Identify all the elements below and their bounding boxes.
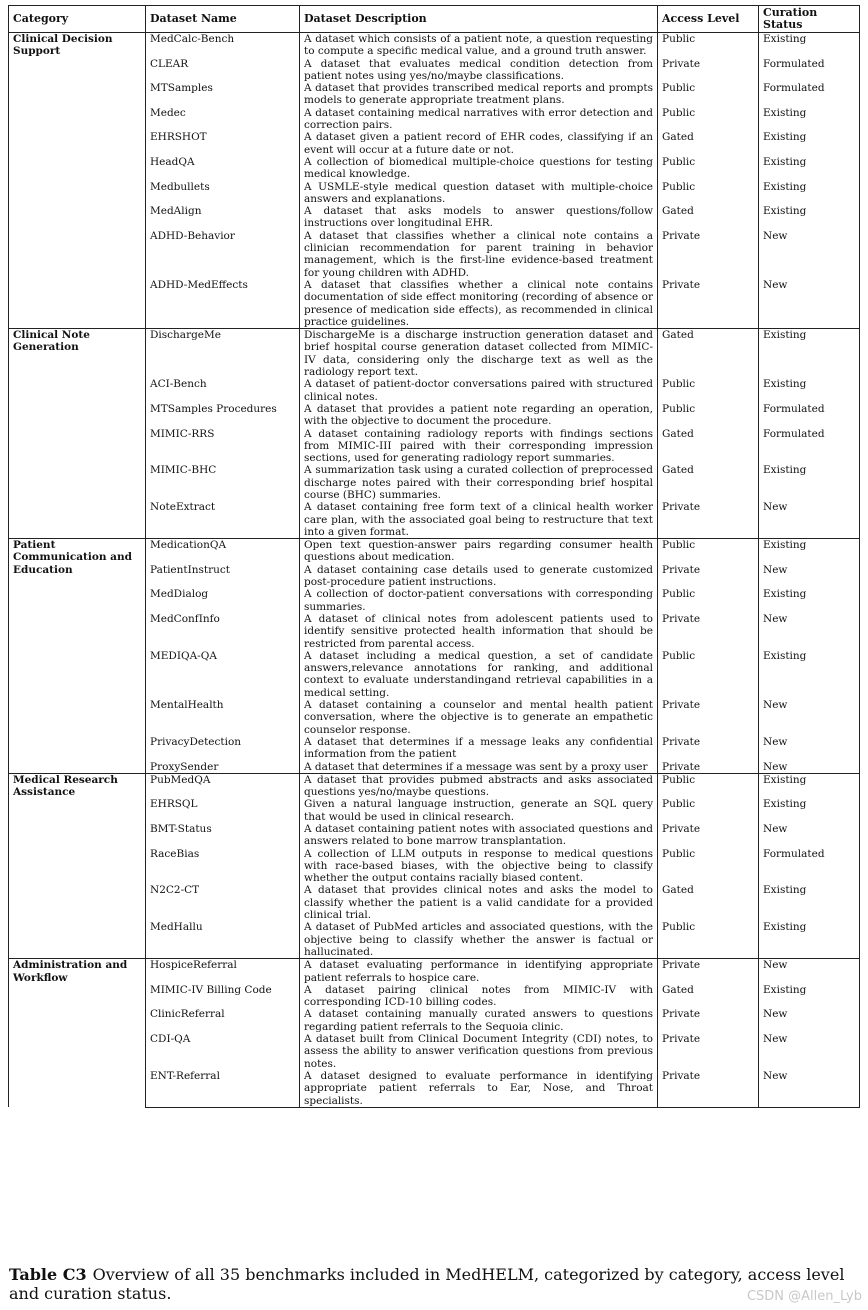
curation-status-cell: New bbox=[759, 699, 860, 736]
curation-status-cell: Formulated bbox=[759, 58, 860, 83]
access-level-cell: Private bbox=[658, 501, 759, 538]
curation-status-cell: New bbox=[759, 1070, 860, 1107]
dataset-description-cell: A dataset containing free form text of a clinical health worker care plan, with the associated goal being to restructure that text into a given format. bbox=[300, 501, 658, 538]
dataset-description-cell: Given a natural language instruction, generate an SQL query that would be used in clinical research. bbox=[300, 798, 658, 823]
dataset-name-cell: BMT-Status bbox=[146, 823, 300, 848]
dataset-name-cell: MedDialog bbox=[146, 588, 300, 613]
dataset-description-cell: A dataset evaluating performance in identifying appropriate patient referrals to hospice care. bbox=[300, 959, 658, 984]
dataset-name-cell: MedicationQA bbox=[146, 539, 300, 564]
curation-status-cell: Existing bbox=[759, 539, 860, 564]
dataset-description-cell: A dataset that evaluates medical condition detection from patient notes using yes/no/maybe classifications. bbox=[300, 58, 658, 83]
table-row bbox=[9, 33, 860, 58]
dataset-name-cell: Medbullets bbox=[146, 181, 300, 206]
curation-status-cell: New bbox=[759, 230, 860, 279]
dataset-description-cell: A dataset including a medical question, a set of candidate answers,relevance annotations for ranking, and additional context to evaluate understandingand retrieval capabilities in a medical setting. bbox=[300, 650, 658, 699]
access-level-cell: Public bbox=[658, 921, 759, 958]
header-access-level: Access Level bbox=[658, 6, 759, 33]
access-level-cell: Private bbox=[658, 613, 759, 650]
curation-status-cell: New bbox=[759, 823, 860, 848]
curation-status-cell: Existing bbox=[759, 181, 860, 206]
access-level-cell: Public bbox=[658, 798, 759, 823]
curation-status-cell: Existing bbox=[759, 131, 860, 156]
watermark: CSDN @Allen_Lyb bbox=[746, 1289, 862, 1304]
curation-status-cell: Existing bbox=[759, 921, 860, 958]
curation-status-cell: Existing bbox=[759, 884, 860, 921]
curation-status-cell: Existing bbox=[759, 205, 860, 230]
dataset-name-cell: MTSamples Procedures bbox=[146, 403, 300, 428]
dataset-name-cell: MIMIC-IV Billing Code bbox=[146, 984, 300, 1009]
dataset-name-cell: ADHD-MedEffects bbox=[146, 279, 300, 329]
dataset-description-cell: A dataset containing medical narratives with error detection and correction pairs. bbox=[300, 107, 658, 132]
access-level-cell: Public bbox=[658, 33, 759, 58]
dataset-name-cell: MentalHealth bbox=[146, 699, 300, 736]
header-curation-status: Curation Status bbox=[759, 6, 860, 33]
dataset-description-cell: A summarization task using a curated collection of preprocessed discharge notes paired with their corresponding brief hospital course (BHC) summaries. bbox=[300, 464, 658, 501]
dataset-description-cell: A dataset given a patient record of EHR codes, classifying if an event will occur at a future date or not. bbox=[300, 131, 658, 156]
dataset-name-cell: ENT-Referral bbox=[146, 1070, 300, 1107]
access-level-cell: Private bbox=[658, 699, 759, 736]
dataset-description-cell: A dataset built from Clinical Document Integrity (CDI) notes, to assess the ability to answer verification questions from previous notes. bbox=[300, 1033, 658, 1070]
category-cell: Administration and Workflow bbox=[9, 959, 146, 1108]
access-level-cell: Public bbox=[658, 181, 759, 206]
dataset-name-cell: HeadQA bbox=[146, 156, 300, 181]
access-level-cell: Public bbox=[658, 156, 759, 181]
dataset-description-cell: A dataset that determines if a message leaks any confidential information from the patient bbox=[300, 736, 658, 761]
dataset-description-cell: A dataset of clinical notes from adolescent patients used to identify sensitive protected health information that should be restricted from parental access. bbox=[300, 613, 658, 650]
category-cell: Clinical Note Generation bbox=[9, 329, 146, 539]
access-level-cell: Public bbox=[658, 650, 759, 699]
access-level-cell: Public bbox=[658, 539, 759, 564]
curation-status-cell: New bbox=[759, 501, 860, 538]
curation-status-cell: Formulated bbox=[759, 428, 860, 465]
curation-status-cell: Formulated bbox=[759, 848, 860, 885]
category-cell: Patient Communication and Education bbox=[9, 539, 146, 774]
dataset-description-cell: A dataset containing radiology reports with findings sections from MIMIC-III paired with their corresponding impression sections, used for generating radiology report summaries. bbox=[300, 428, 658, 465]
dataset-name-cell: EHRSQL bbox=[146, 798, 300, 823]
access-level-cell: Gated bbox=[658, 428, 759, 465]
dataset-description-cell: A collection of biomedical multiple-choice questions for testing medical knowledge. bbox=[300, 156, 658, 181]
dataset-name-cell: HospiceReferral bbox=[146, 959, 300, 984]
curation-status-cell: New bbox=[759, 564, 860, 589]
access-level-cell: Gated bbox=[658, 329, 759, 379]
curation-status-cell: Formulated bbox=[759, 403, 860, 428]
dataset-description-cell: DischargeMe is a discharge instruction generation dataset and brief hospital course generation dataset collected from MIMIC-IV data, considering only the discharge text as well as the radiology report text. bbox=[300, 329, 658, 379]
table-row bbox=[9, 539, 860, 564]
curation-status-cell: New bbox=[759, 1033, 860, 1070]
curation-status-cell: Existing bbox=[759, 329, 860, 379]
dataset-description-cell: A dataset designed to evaluate performance in identifying appropriate patient referrals to Ear, Nose, and Throat specialists. bbox=[300, 1070, 658, 1107]
caption-text: Overview of all 35 benchmarks included in MedHELM, categorized by category, access level and curation status. bbox=[9, 1265, 845, 1303]
dataset-name-cell: RaceBias bbox=[146, 848, 300, 885]
dataset-description-cell: A dataset which consists of a patient note, a question requesting to compute a specific medical value, and a ground truth answer. bbox=[300, 33, 658, 58]
header-dataset-description: Dataset Description bbox=[300, 6, 658, 33]
dataset-description-cell: A dataset that provides pubmed abstracts and asks associated questions yes/no/maybe questions. bbox=[300, 773, 658, 798]
dataset-name-cell: EHRSHOT bbox=[146, 131, 300, 156]
dataset-name-cell: ClinicReferral bbox=[146, 1008, 300, 1033]
dataset-name-cell: MedCalc-Bench bbox=[146, 33, 300, 58]
dataset-name-cell: MedHallu bbox=[146, 921, 300, 958]
dataset-description-cell: A dataset containing patient notes with associated questions and answers related to bone marrow transplantation. bbox=[300, 823, 658, 848]
dataset-description-cell: A dataset that determines if a message was sent by a proxy user bbox=[300, 761, 658, 774]
access-level-cell: Gated bbox=[658, 131, 759, 156]
curation-status-cell: New bbox=[759, 959, 860, 984]
curation-status-cell: Existing bbox=[759, 378, 860, 403]
dataset-description-cell: A dataset that provides transcribed medical reports and prompts models to generate appropriate treatment plans. bbox=[300, 82, 658, 107]
access-level-cell: Gated bbox=[658, 884, 759, 921]
access-level-cell: Private bbox=[658, 959, 759, 984]
dataset-description-cell: A dataset of PubMed articles and associated questions, with the objective being to classify whether the answer is factual or hallucinated. bbox=[300, 921, 658, 958]
access-level-cell: Public bbox=[658, 848, 759, 885]
curation-status-cell: Existing bbox=[759, 464, 860, 501]
access-level-cell: Private bbox=[658, 736, 759, 761]
caption-label: Table C3 bbox=[9, 1265, 87, 1284]
dataset-description-cell: A dataset that provides clinical notes and asks the model to classify whether the patient is a valid candidate for a provided clinical trial. bbox=[300, 884, 658, 921]
access-level-cell: Gated bbox=[658, 984, 759, 1009]
curation-status-cell: New bbox=[759, 761, 860, 774]
access-level-cell: Public bbox=[658, 588, 759, 613]
category-cell: Clinical Decision Support bbox=[9, 33, 146, 329]
access-level-cell: Gated bbox=[658, 205, 759, 230]
curation-status-cell: Existing bbox=[759, 107, 860, 132]
dataset-description-cell: A dataset that classifies whether a clinical note contains a clinician recommendation for parent training in behavior management, which is the first-line evidence-based treatment for young children with ADHD. bbox=[300, 230, 658, 279]
dataset-description-cell: A USMLE-style medical question dataset with multiple-choice answers and explanations. bbox=[300, 181, 658, 206]
table-row bbox=[9, 773, 860, 798]
access-level-cell: Gated bbox=[658, 464, 759, 501]
access-level-cell: Public bbox=[658, 403, 759, 428]
dataset-name-cell: PrivacyDetection bbox=[146, 736, 300, 761]
dataset-name-cell: MedAlign bbox=[146, 205, 300, 230]
curation-status-cell: Existing bbox=[759, 984, 860, 1009]
dataset-name-cell: MTSamples bbox=[146, 82, 300, 107]
access-level-cell: Public bbox=[658, 107, 759, 132]
access-level-cell: Public bbox=[658, 773, 759, 798]
dataset-description-cell: A dataset that asks models to answer questions/follow instructions over longitudinal EHR. bbox=[300, 205, 658, 230]
dataset-name-cell: Medec bbox=[146, 107, 300, 132]
dataset-name-cell: PubMedQA bbox=[146, 773, 300, 798]
table-row bbox=[9, 329, 860, 379]
access-level-cell: Private bbox=[658, 1033, 759, 1070]
dataset-name-cell: MEDIQA-QA bbox=[146, 650, 300, 699]
table-row bbox=[9, 959, 860, 984]
access-level-cell: Public bbox=[658, 378, 759, 403]
dataset-description-cell: A dataset containing manually curated answers to questions regarding patient referrals to the Sequoia clinic. bbox=[300, 1008, 658, 1033]
dataset-name-cell: MIMIC-RRS bbox=[146, 428, 300, 465]
access-level-cell: Private bbox=[658, 761, 759, 774]
dataset-description-cell: A dataset that classifies whether a clinical note contains documentation of side effect monitoring (recording of absence or presence of medication side effects), as recommended in clinical practice guidelines. bbox=[300, 279, 658, 329]
dataset-description-cell: A dataset of patient-doctor conversations paired with structured clinical notes. bbox=[300, 378, 658, 403]
curation-status-cell: Existing bbox=[759, 773, 860, 798]
access-level-cell: Private bbox=[658, 230, 759, 279]
curation-status-cell: Existing bbox=[759, 588, 860, 613]
header-dataset-name: Dataset Name bbox=[146, 6, 300, 33]
dataset-name-cell: ADHD-Behavior bbox=[146, 230, 300, 279]
access-level-cell: Private bbox=[658, 279, 759, 329]
dataset-description-cell: A dataset containing a counselor and mental health patient conversation, where the objective is to generate an empathetic counselor response. bbox=[300, 699, 658, 736]
dataset-description-cell: Open text question-answer pairs regarding consumer health questions about medication. bbox=[300, 539, 658, 564]
curation-status-cell: New bbox=[759, 613, 860, 650]
category-cell: Medical Research Assistance bbox=[9, 773, 146, 958]
curation-status-cell: Existing bbox=[759, 798, 860, 823]
access-level-cell: Private bbox=[658, 823, 759, 848]
dataset-name-cell: NoteExtract bbox=[146, 501, 300, 538]
curation-status-cell: Existing bbox=[759, 156, 860, 181]
table-header-row bbox=[9, 6, 860, 33]
curation-status-cell: Existing bbox=[759, 33, 860, 58]
dataset-description-cell: A collection of LLM outputs in response to medical questions with race-based biases, with the objective being to classify whether the output contains racially biased content. bbox=[300, 848, 658, 885]
dataset-name-cell: MIMIC-BHC bbox=[146, 464, 300, 501]
dataset-description-cell: A dataset that provides a patient note regarding an operation, with the objective to document the procedure. bbox=[300, 403, 658, 428]
benchmarks-table bbox=[8, 5, 860, 1108]
header-category: Category bbox=[9, 6, 146, 33]
curation-status-cell: Existing bbox=[759, 650, 860, 699]
dataset-description-cell: A dataset containing case details used to generate customized post-procedure patient instructions. bbox=[300, 564, 658, 589]
dataset-name-cell: CLEAR bbox=[146, 58, 300, 83]
curation-status-cell: New bbox=[759, 736, 860, 761]
dataset-name-cell: ProxySender bbox=[146, 761, 300, 774]
dataset-name-cell: N2C2-CT bbox=[146, 884, 300, 921]
table-caption bbox=[9, 1265, 859, 1303]
table-body bbox=[9, 33, 860, 1108]
dataset-name-cell: CDI-QA bbox=[146, 1033, 300, 1070]
access-level-cell: Private bbox=[658, 1008, 759, 1033]
dataset-description-cell: A dataset pairing clinical notes from MIMIC-IV with corresponding ICD-10 billing codes. bbox=[300, 984, 658, 1009]
access-level-cell: Private bbox=[658, 58, 759, 83]
dataset-description-cell: A collection of doctor-patient conversations with corresponding summaries. bbox=[300, 588, 658, 613]
access-level-cell: Private bbox=[658, 1070, 759, 1107]
dataset-name-cell: DischargeMe bbox=[146, 329, 300, 379]
dataset-name-cell: PatientInstruct bbox=[146, 564, 300, 589]
dataset-name-cell: ACI-Bench bbox=[146, 378, 300, 403]
curation-status-cell: Formulated bbox=[759, 82, 860, 107]
curation-status-cell: New bbox=[759, 1008, 860, 1033]
dataset-name-cell: MedConfInfo bbox=[146, 613, 300, 650]
curation-status-cell: New bbox=[759, 279, 860, 329]
access-level-cell: Private bbox=[658, 564, 759, 589]
access-level-cell: Public bbox=[658, 82, 759, 107]
